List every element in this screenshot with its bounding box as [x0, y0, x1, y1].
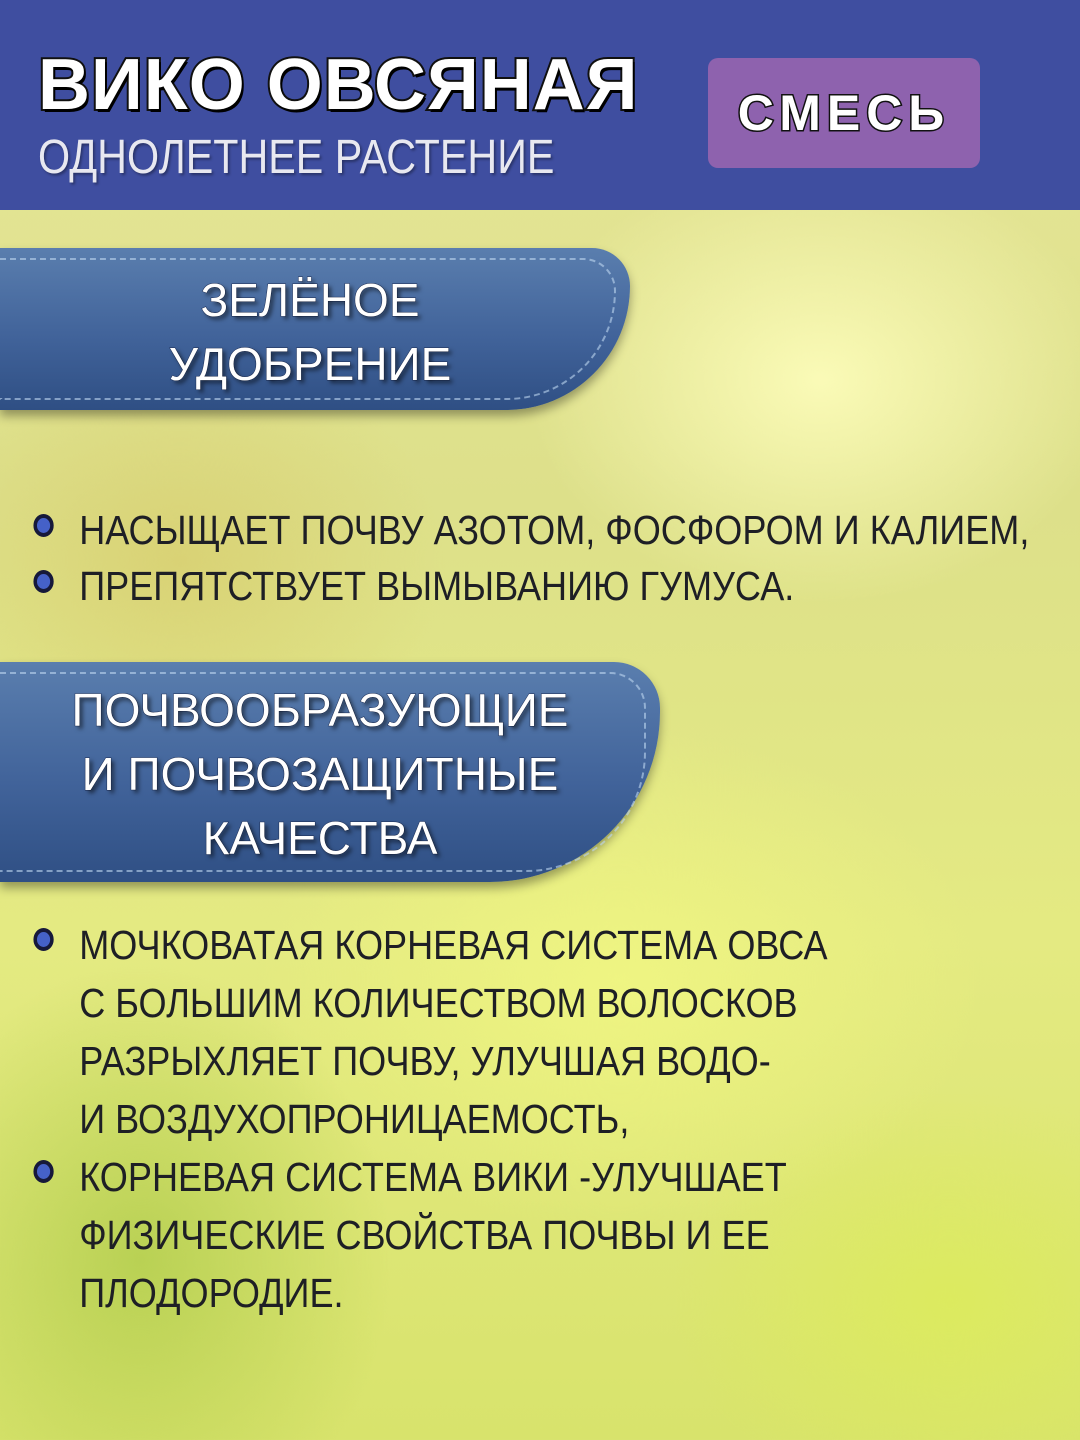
- bullet-dot-icon: [33, 1160, 53, 1183]
- benefits-list-1: [0, 502, 1080, 614]
- list-item-text: РАЗРЫХЛЯЕТ ПОЧВУ, УЛУЧШАЯ ВОДО-: [79, 1038, 771, 1084]
- ribbon-line: УДОБРЕНИЕ: [168, 338, 452, 390]
- list-item-text: НАСЫЩАЕТ ПОЧВУ АЗОТОМ, ФОСФОРОМ И КАЛИЕМ,: [79, 507, 1030, 553]
- benefits-list-2: [0, 916, 940, 1322]
- ribbon-line: ЗЕЛЁНОЕ: [200, 274, 420, 326]
- mix-badge-label: СМЕСЬ: [737, 85, 951, 141]
- list-item-text: ПРЕПЯТСТВУЕТ ВЫМЫВАНИЮ ГУМУСА.: [79, 563, 795, 609]
- ribbon-line: И ПОЧВОЗАЩИТНЫЕ: [81, 748, 559, 800]
- list-item-text: МОЧКОВАТАЯ КОРНЕВАЯ СИСТЕМА ОВСА: [79, 922, 828, 968]
- product-title: ВИКО ОВСЯНАЯ: [38, 45, 639, 125]
- list-item: [0, 558, 1029, 614]
- bullet-dot-icon: [33, 514, 53, 537]
- mix-badge: [708, 58, 980, 168]
- list-item-text: И ВОЗДУХОПРОНИЦАЕМОСТЬ,: [79, 1096, 630, 1142]
- list-item-continuation: [0, 1090, 828, 1148]
- bullet-dot-icon: [33, 570, 53, 593]
- product-subtitle: ОДНОЛЕТНЕЕ РАСТЕНИЕ: [38, 131, 555, 184]
- list-item: [0, 1148, 828, 1206]
- list-item-continuation: [0, 1206, 828, 1264]
- bullet-dot-icon: [33, 928, 53, 951]
- list-item-continuation: [0, 1032, 828, 1090]
- section-heading-green-fertilizer: [0, 268, 620, 396]
- list-item-text: ФИЗИЧЕСКИЕ СВОЙСТВА ПОЧВЫ И ЕЕ: [79, 1212, 770, 1258]
- list-item-text: С БОЛЬШИМ КОЛИЧЕСТВОМ ВОЛОСКОВ: [79, 980, 798, 1026]
- ribbon-line: ПОЧВООБРАЗУЮЩИЕ: [71, 684, 569, 736]
- list-item: [0, 916, 828, 974]
- list-item-continuation: [0, 974, 828, 1032]
- list-item-text: КОРНЕВАЯ СИСТЕМА ВИКИ -УЛУЧШАЕТ: [79, 1154, 787, 1200]
- list-item-text: ПЛОДОРОДИЕ.: [79, 1270, 344, 1316]
- section-heading-soil-qualities: [0, 678, 640, 870]
- list-item-continuation: [0, 1264, 828, 1322]
- list-item: [0, 502, 1029, 558]
- header-banner: [0, 0, 1080, 210]
- ribbon-line: КАЧЕСТВА: [202, 812, 438, 864]
